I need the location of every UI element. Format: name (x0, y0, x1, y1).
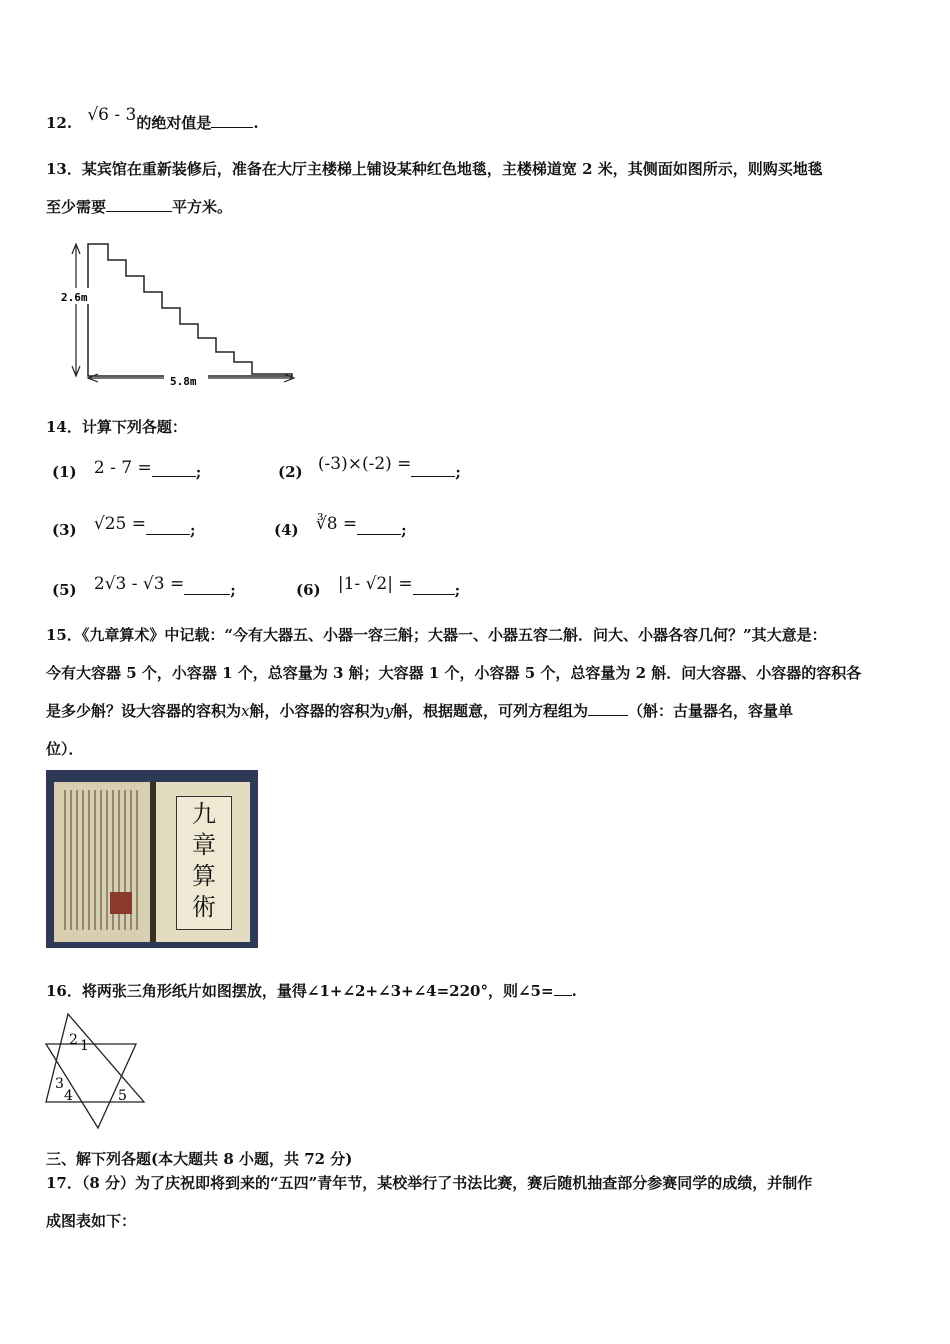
math-expression: ∛8 = (315, 514, 358, 534)
question-text: 是多少斛？设大容器的容积为 (46, 702, 242, 720)
section-heading: 三、解下列各题(本大题共 8 小题，共 72 分) (46, 1150, 353, 1168)
answer-blank (413, 580, 455, 595)
answer-blank (184, 580, 230, 595)
answer-blank (411, 462, 455, 477)
question-text: 至少需要 (46, 198, 107, 216)
title-char: 術 (192, 893, 216, 921)
book-title-frame (176, 796, 232, 930)
question-text: 16．将两张三角形纸片如图摆放，量得∠1+∠2+∠3+∠4=220°，则∠5= (46, 982, 554, 1000)
question-12 (46, 104, 908, 142)
calc-item-4 (274, 514, 407, 540)
answer-blank (588, 701, 628, 716)
item-label: (2) (278, 463, 303, 481)
math-expression: |1- √2| = (337, 574, 413, 594)
question-text: 斛，小容器的容积为 (249, 702, 385, 720)
question-13-line2 (46, 188, 908, 226)
question-13-line1: 13．某宾馆在重新装修后，准备在大厅主楼梯上铺设某种红色地毯，主楼梯道宽 2 米，其侧面如图所示，则购买地毯 (46, 160, 823, 178)
question-15-line2: 今有大容器 5 个，小容器 1 个，总容量为 3 斛；大容器 1 个，小容器 5 个，总容量为 2 斛．问大容器、小容器的容积各 (46, 664, 862, 682)
question-14-title: 14．计算下列各题： (46, 418, 187, 436)
triangles-figure (40, 1010, 150, 1132)
math-expression: 2√3 - √3 = (93, 574, 185, 594)
math-expression: (-3)×(-2) = (317, 454, 412, 474)
calc-item-2 (278, 454, 461, 482)
seal-stamp (110, 892, 132, 914)
variable-y: y (384, 702, 393, 720)
item-label: (5) (52, 581, 77, 599)
left-page (54, 782, 150, 942)
height-label: 2.6m (61, 291, 88, 304)
title-char: 算 (192, 862, 216, 890)
punct: ; (195, 463, 202, 481)
book-photo (46, 770, 258, 948)
question-text: 平方米。 (172, 198, 233, 216)
punct: ; (230, 581, 236, 599)
question-17-line2: 成图表如下： (46, 1212, 137, 1230)
answer-blank (106, 197, 172, 212)
angle-label-3: 3 (55, 1076, 64, 1092)
item-label: (4) (274, 521, 299, 539)
width-label: 5.8m (170, 375, 197, 388)
answer-blank (152, 462, 196, 477)
calc-item-5 (52, 574, 236, 600)
angle-label-5: 5 (118, 1088, 127, 1104)
punct: ; (455, 463, 461, 481)
right-page (156, 782, 250, 942)
punct: ; (401, 521, 407, 539)
math-expression: √6 - 3 (87, 105, 137, 125)
question-text: 的绝对值是 (136, 114, 212, 132)
answer-blank (357, 520, 401, 535)
angle-label-2: 2 (69, 1032, 78, 1048)
item-label: (6) (296, 581, 321, 599)
math-expression: 2 - 7 = (93, 458, 152, 478)
math-expression: √25 = (93, 514, 146, 534)
question-17-line1: 17．（8 分）为了庆祝即将到来的“五四”青年节，某校举行了书法比赛，赛后随机抽查部分参赛同学的成绩，并制作 (46, 1174, 813, 1192)
question-15-line3 (46, 692, 908, 730)
punct: . (253, 114, 259, 132)
staircase-outline (88, 244, 292, 376)
answer-blank (554, 981, 572, 996)
question-number: 12. (46, 114, 73, 132)
question-text: 斛，根据题意，可列方程组为 (392, 702, 588, 720)
title-char: 九 (192, 800, 216, 828)
calc-item-3 (52, 514, 196, 540)
angle-label-4: 4 (64, 1088, 73, 1104)
question-15-line1: 15．《九章算术》中记载：“今有大器五、小器一容三斛；大器一、小器五容二斛．问大、小器各容几何？”其大意是： (46, 626, 827, 644)
item-label: (1) (52, 463, 77, 481)
staircase-figure (46, 238, 306, 388)
answer-blank (146, 520, 190, 535)
punct: . (571, 982, 577, 1000)
item-label: (3) (52, 521, 77, 539)
question-text: （斛：古量器名，容量单 (628, 702, 794, 720)
answer-blank (211, 113, 253, 128)
question-15-line4: 位）． (46, 740, 84, 758)
title-char: 章 (192, 831, 216, 859)
calc-item-6 (296, 574, 461, 600)
calc-item-1 (52, 458, 202, 482)
question-16 (46, 972, 908, 1010)
punct: ; (454, 581, 461, 599)
punct: ; (190, 521, 196, 539)
angle-label-1: 1 (80, 1038, 89, 1054)
variable-x: x (241, 702, 250, 720)
